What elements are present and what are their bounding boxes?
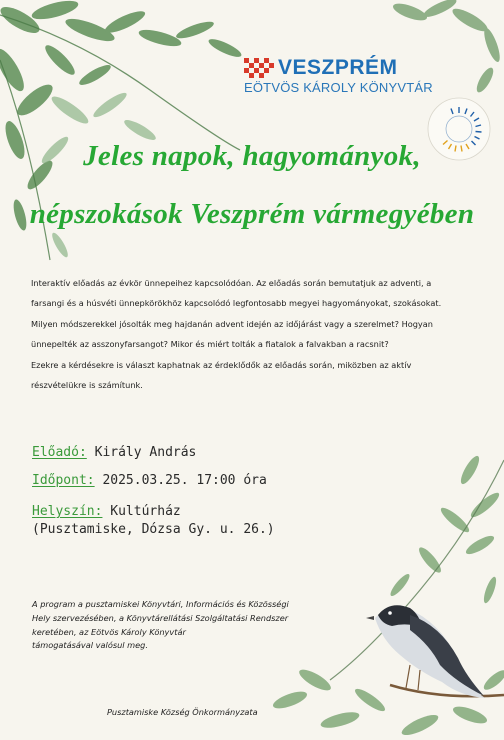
sponsor-note-line: A program a pusztamiskei Könyvtári, Információs és Közösségi — [32, 599, 289, 609]
description-line: Ezekre a kérdésekre is választ kaphatnak az érdeklődők az előadás során, miközben az aktív — [31, 359, 412, 370]
logo-subtitle: EÖTVÖS KÁROLY KÖNYVTÁR — [244, 80, 433, 95]
branch-with-bird-decoration — [270, 450, 504, 740]
castle-squares-icon — [244, 58, 276, 80]
municipality-name: Pusztamiske Község Önkormányzata — [107, 707, 258, 717]
sponsor-note-line: Hely szervezésében, a Könyvtárellátási Szolgáltatási Rendszer — [32, 612, 289, 623]
bird-icon — [366, 605, 485, 698]
description-line: Milyen módszerekkel jósolták meg hajdanán advent idején az időjárást vagy a szerelmet? Hogyan — [31, 318, 433, 329]
presenter-value: Király András — [86, 445, 197, 460]
venue-address: (Pusztamiske, Dózsa Gy. u. 26.) — [32, 522, 275, 537]
poster-title-line-2: népszokások Veszprém vármegyében — [29, 198, 475, 230]
sponsor-note-line: támogatásával valósul meg. — [32, 640, 148, 651]
venue-label: Helyszín: — [32, 504, 103, 519]
logo-name: VESZPRÉM — [278, 56, 398, 79]
description-line: farsangi és a húsvéti ünnepkörökhöz kapcsolódó legfontosabb megyei hagyományokat, szokásokat. — [31, 298, 442, 309]
description-line: részvételükre is számítunk. — [31, 380, 143, 391]
time-value: 2025.03.25. 17:00 óra — [94, 473, 267, 488]
event-description — [31, 273, 486, 395]
presenter-info — [32, 445, 196, 460]
venue-value: Kultúrház — [102, 504, 181, 519]
venue-info — [32, 503, 275, 539]
description-line: Interaktív előadás az évkör ünnepeihez kapcsolódóan. Az előadás során bemutatjuk az adventi, a — [31, 278, 432, 288]
description-line: ünnepelték az asszonyfarsangot? Mikor és miért tolták a fiatalok a falvakban a racsnit? — [31, 339, 389, 350]
time-info — [32, 473, 267, 488]
poster-title-line-1: Jeles napok, hagyományok, — [83, 140, 421, 172]
sponsor-note-line: keretében, az Eötvös Károly Könyvtár — [32, 626, 186, 637]
time-label: Időpont: — [32, 473, 95, 488]
library-logo — [244, 56, 433, 96]
presenter-label: Előadó: — [32, 445, 87, 460]
